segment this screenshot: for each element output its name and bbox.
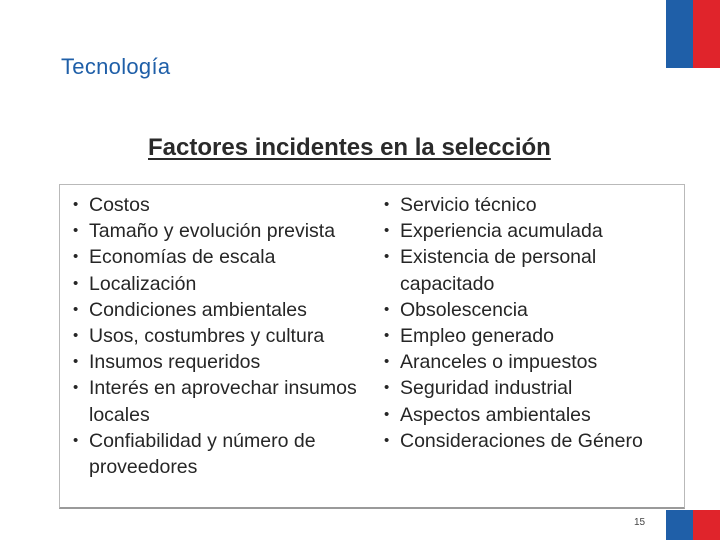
flag-blue-stripe [666, 0, 693, 68]
section-title: Tecnología [61, 54, 171, 79]
list-item: • Consideraciones de Género [384, 428, 684, 454]
list-item: • Seguridad industrial [384, 375, 684, 401]
list-item: • Empleo generado [384, 323, 684, 349]
left-factor-list [73, 192, 363, 480]
list-item: • Obsolescencia [384, 297, 684, 323]
list-item: • Insumos requeridos [73, 349, 363, 375]
list-item: • Aranceles o impuestos [384, 349, 684, 375]
right-factor-list [384, 192, 684, 454]
list-item: • Servicio técnico [384, 192, 684, 218]
bottom-flag-decoration [666, 510, 720, 540]
list-item: • Localización [73, 271, 363, 297]
list-item: • Experiencia acumulada [384, 218, 684, 244]
flag-red-stripe [693, 510, 720, 540]
page-number: 15 [634, 517, 646, 528]
list-item: • Economías de escala [73, 244, 363, 270]
corner-flag-decoration [666, 0, 720, 68]
list-item: • Existencia de personal capacitado [384, 244, 684, 296]
list-item: • Aspectos ambientales [384, 402, 684, 428]
list-item: • Confiabilidad y número de proveedores [73, 428, 363, 480]
list-item: • Tamaño y evolución prevista [73, 218, 363, 244]
list-item: • Costos [73, 192, 363, 218]
flag-red-stripe [693, 0, 720, 68]
list-item: • Interés en aprovechar insumos locales [73, 375, 363, 427]
list-item: • Condiciones ambientales [73, 297, 363, 323]
slide-heading: Factores incidentes en la selección [148, 134, 551, 161]
list-item: • Usos, costumbres y cultura [73, 323, 363, 349]
flag-blue-stripe [666, 510, 693, 540]
